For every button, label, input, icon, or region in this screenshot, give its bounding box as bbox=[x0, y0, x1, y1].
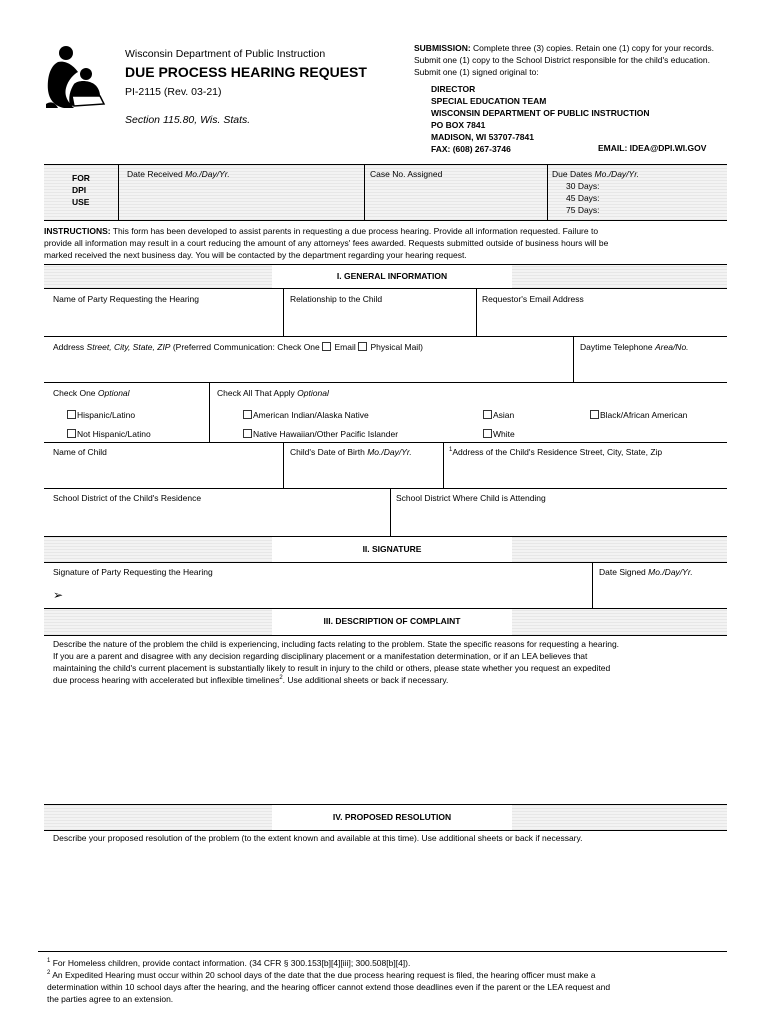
child-dob-field[interactable]: Child's Date of Birth Mo./Day/Yr. bbox=[290, 447, 412, 457]
signature-arrow-icon: ➢ bbox=[53, 588, 64, 602]
address-line: SPECIAL EDUCATION TEAM bbox=[431, 96, 547, 106]
asian-checkbox[interactable] bbox=[483, 410, 492, 419]
hispanic-checkbox[interactable] bbox=[67, 410, 76, 419]
date-received-field[interactable]: Date Received Mo./Day/Yr. bbox=[127, 169, 230, 179]
footnote-2: $^2$ An Expedited Hearing must occur within 20 school days of the date that the due process hearing request is filed, the hearing officer must make a bbox=[47, 970, 596, 980]
proposed-resolution-field[interactable]: Describe your proposed resolution of the problem (to the extent known and available at this time). Use additional sheets or back if necessary. bbox=[53, 833, 583, 843]
submission-instructions bbox=[414, 42, 726, 78]
not-hispanic-option[interactable]: Not Hispanic/Latino bbox=[67, 428, 151, 440]
date-signed-field[interactable]: Date Signed Mo./Day/Yr. bbox=[599, 567, 693, 577]
due-30-days: 30 Days: bbox=[566, 181, 600, 191]
instructions: INSTRUCTIONS: This form has been developed to assist parents in requesting a due process hearing. Provide all information requested. Failure to provide all information may result in a court reducing the amount of any attorneys' fees awarded. Requests submitted outside of business hours will be marked received the next business day. You will be contacted by the department regarding your hearing request. bbox=[44, 226, 609, 260]
due-dates-field[interactable]: Due Dates Mo./Day/Yr. 30 Days: 45 Days: 75 Days: bbox=[552, 169, 640, 215]
dpi-logo bbox=[44, 44, 106, 110]
check-all-label: Check All That Apply Optional bbox=[217, 388, 329, 398]
complaint-description-field[interactable]: Describe the nature of the problem the child is experiencing, including facts relating to the problem. State the specific reasons for requesting a hearing. If you are a parent and disagree with any decision regarding disciplinary placement or a manifestation determination, or if an LEA believes that maintaining the child's current placement is substantially likely to result in injury to the child or others, please state whether you request an expedited due process hearing with accelerated but inflexible timelines$^2$. Use additional sheets or back if necessary. bbox=[53, 639, 620, 685]
not-hispanic-checkbox[interactable] bbox=[67, 429, 76, 438]
native-hawaiian-checkbox[interactable] bbox=[243, 429, 252, 438]
email-address: EMAIL: IDEA@DPI.WI.GOV bbox=[598, 143, 707, 153]
child-address-field[interactable]: $^1$Address of the Child's Residence Street, City, State, Zip bbox=[449, 447, 663, 457]
address-line: DIRECTOR bbox=[431, 84, 476, 94]
form-title: DUE PROCESS HEARING REQUEST bbox=[125, 64, 367, 80]
footnotes: $^1$ For Homeless children, provide contact information. (34 CFR § 300.153[b][4][iii]; 300.508[b][4]). $^2$ An Expedited Hearing must occur within 20 school days of the date that the due process hearing request is filed, the hearing officer must make a determination within 10 school days after the hearing, and the hearing officer cannot extend those deadlines even if the parent or the LEA request and the parties agree to an extension. bbox=[47, 957, 737, 1005]
black-option[interactable]: Black/African American bbox=[590, 409, 687, 421]
section-signature-heading: II. SIGNATURE bbox=[272, 536, 512, 562]
child-name-field[interactable]: Name of Child bbox=[53, 447, 107, 457]
check-one-label: Check One Optional bbox=[53, 388, 130, 398]
due-45-days: 45 Days: bbox=[566, 193, 600, 203]
hispanic-option[interactable]: Hispanic/Latino bbox=[67, 409, 135, 421]
asian-option[interactable]: Asian bbox=[483, 409, 514, 421]
party-name-field[interactable]: Name of Party Requesting the Hearing bbox=[53, 294, 199, 304]
statute-reference: Section 115.80, Wis. Stats. bbox=[125, 114, 251, 126]
signature-field[interactable]: Signature of Party Requesting the Hearing bbox=[53, 567, 213, 577]
black-checkbox[interactable] bbox=[590, 410, 599, 419]
submission-text: Complete three (3) copies. Retain one (1) copy for your records. Submit one (1) copy to the School District responsible for the child's education. Submit one (1) signed original to: bbox=[414, 43, 714, 77]
footnote-1: $^1$ For Homeless children, provide contact information. (34 CFR § 300.153[b][4][iii]; 300.508[b][4]). bbox=[47, 958, 411, 968]
address-field[interactable]: Address Street, City, State, ZIP (Preferred Communication: Check One Email Physical Mail) bbox=[53, 342, 423, 352]
requestor-email-field[interactable]: Requestor's Email Address bbox=[482, 294, 584, 304]
address-line: WISCONSIN DEPARTMENT OF PUBLIC INSTRUCTION bbox=[431, 108, 650, 118]
case-number-field[interactable]: Case No. Assigned bbox=[370, 169, 443, 179]
address-line: MADISON, WI 53707-7841 bbox=[431, 132, 534, 142]
american-indian-checkbox[interactable] bbox=[243, 410, 252, 419]
white-checkbox[interactable] bbox=[483, 429, 492, 438]
relationship-field[interactable]: Relationship to the Child bbox=[290, 294, 383, 304]
district-residence-field[interactable]: School District of the Child's Residence bbox=[53, 493, 202, 503]
white-option[interactable]: White bbox=[483, 428, 515, 440]
american-indian-option[interactable]: American Indian/Alaska Native bbox=[243, 409, 369, 421]
section-complaint-heading: III. DESCRIPTION OF COMPLAINT bbox=[272, 608, 512, 635]
section-general-information-heading: I. GENERAL INFORMATION bbox=[272, 264, 512, 288]
due-75-days: 75 Days: bbox=[566, 205, 600, 215]
fax-number: FAX: (608) 267-3746 bbox=[431, 144, 511, 154]
email-preference-checkbox[interactable] bbox=[322, 342, 331, 351]
footnote-divider bbox=[38, 951, 727, 952]
native-hawaiian-option[interactable]: Native Hawaiian/Other Pacific Islander bbox=[243, 428, 398, 440]
daytime-telephone-field[interactable]: Daytime Telephone Area/No. bbox=[580, 342, 689, 352]
address-line: PO BOX 7841 bbox=[431, 120, 486, 130]
submission-label: SUBMISSION: bbox=[414, 43, 471, 53]
section-resolution-heading: IV. PROPOSED RESOLUTION bbox=[272, 804, 512, 830]
form-number: PI-2115 (Rev. 03-21) bbox=[125, 86, 222, 98]
agency-name: Wisconsin Department of Public Instruction bbox=[125, 48, 326, 60]
district-attending-field[interactable]: School District Where Child is Attending bbox=[396, 493, 546, 503]
dpi-use-label: FOR DPI USE bbox=[72, 173, 90, 207]
physical-mail-preference-checkbox[interactable] bbox=[358, 342, 367, 351]
